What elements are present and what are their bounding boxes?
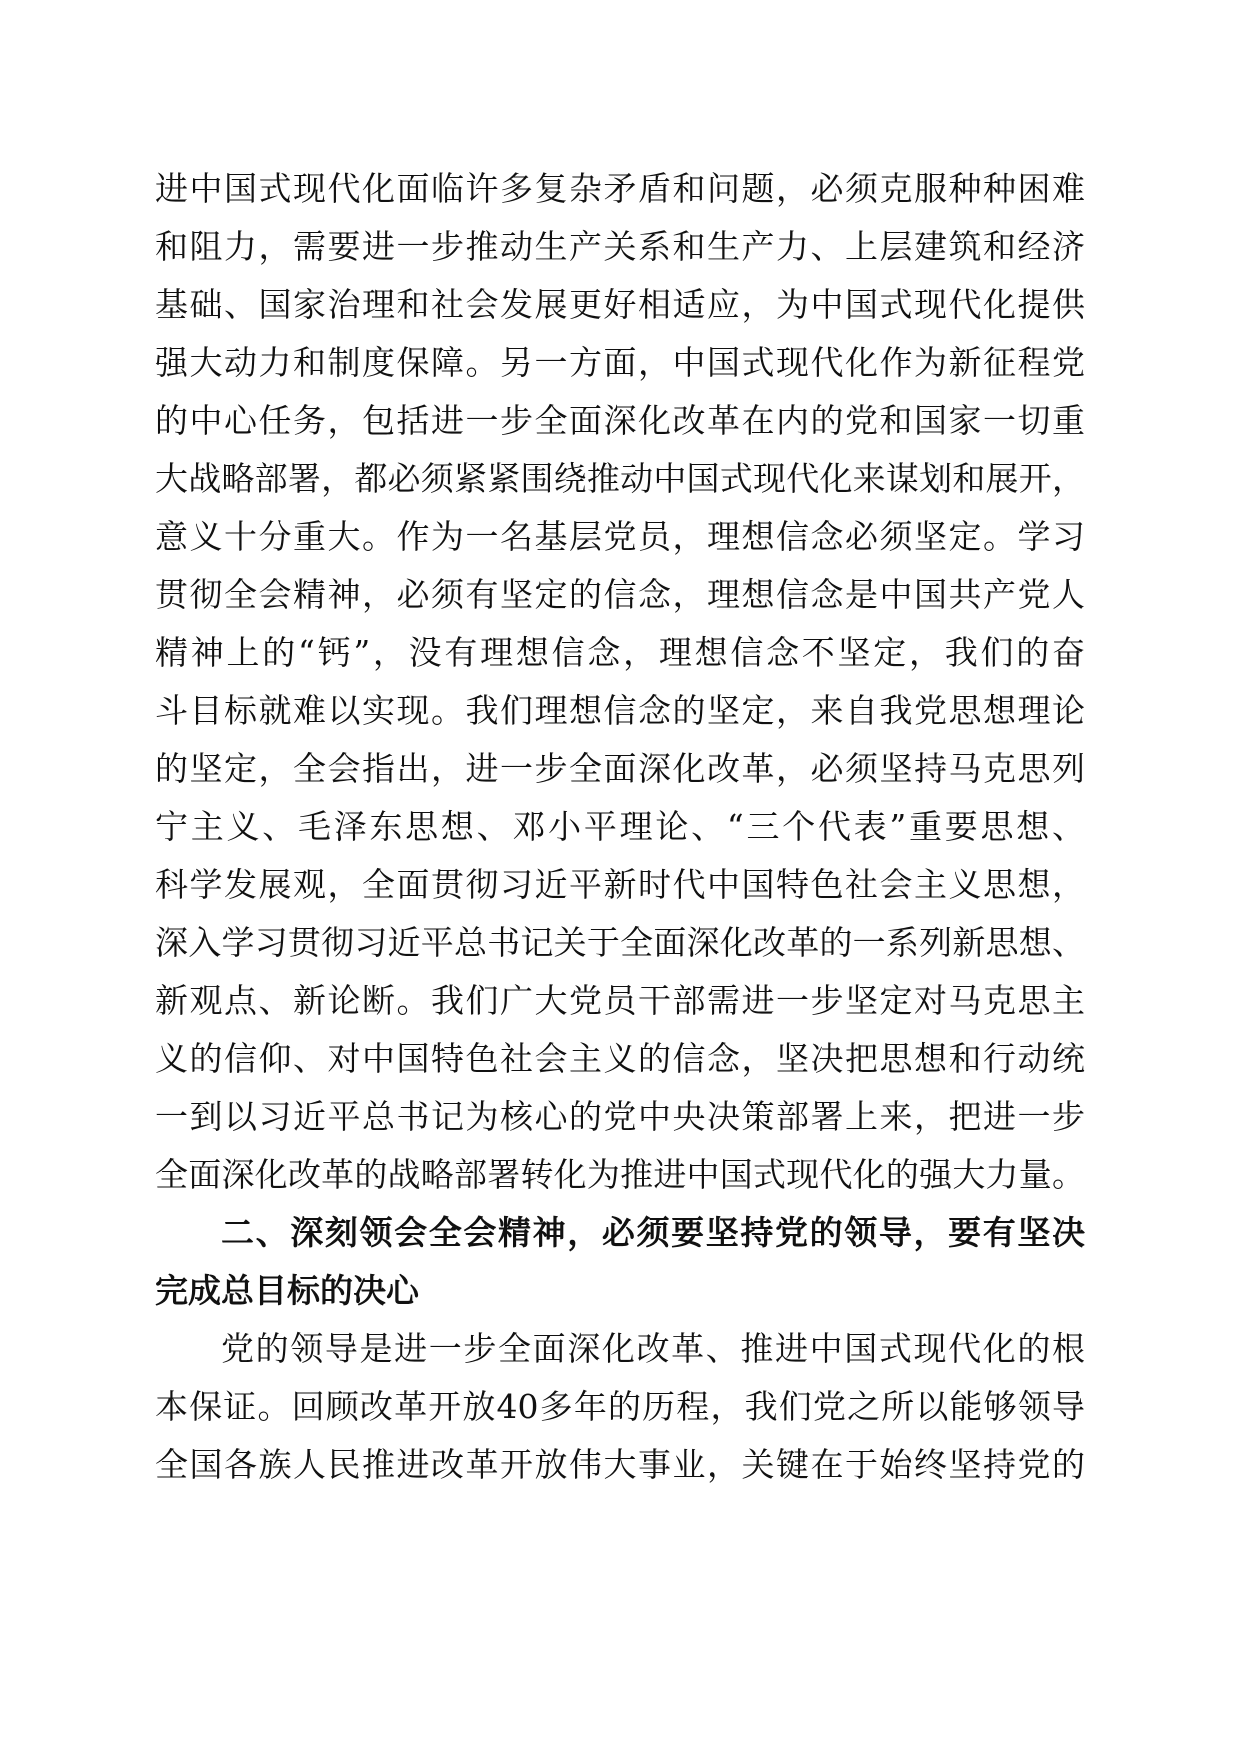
text-line: 党的领导是进一步全面深化改革、推进中国式现代化的根 — [221, 1329, 1085, 1368]
text-line: 大战略部署，都必须紧紧围绕推动中国式现代化来谋划和展开， — [155, 459, 1085, 498]
text-line: 科学发展观，全面贯彻习近平新时代中国特色社会主义思想， — [155, 865, 1085, 904]
text-line: 深入学习贯彻习近平总书记关于全面深化改革的一系列新思想、 — [155, 923, 1085, 962]
text-line: 一到以习近平总书记为核心的党中央决策部署上来，把进一步 — [155, 1097, 1085, 1136]
text-line: 宁主义、毛泽东思想、邓小平理论、“三个代表”重要思想、 — [155, 807, 1085, 846]
text-line: 基础、国家治理和社会发展更好相适应，为中国式现代化提供 — [155, 285, 1085, 324]
text-line: 精神上的“钙”，没有理想信念，理想信念不坚定，我们的奋 — [155, 633, 1085, 672]
text-line: 的坚定，全会指出，进一步全面深化改革，必须坚持马克思列 — [155, 749, 1085, 788]
text-line: 斗目标就难以实现。我们理想信念的坚定，来自我党思想理论 — [155, 691, 1085, 730]
text-line: 本保证。回顾改革开放40多年的历程，我们党之所以能够领导 — [155, 1387, 1085, 1426]
text-line: 新观点、新论断。我们广大党员干部需进一步坚定对马克思主 — [155, 981, 1085, 1020]
text-line: 贯彻全会精神，必须有坚定的信念，理想信念是中国共产党人 — [155, 575, 1085, 614]
heading-line: 二、深刻领会全会精神，必须要坚持党的领导，要有坚决 — [221, 1213, 1085, 1252]
text-line: 全国各族人民推进改革开放伟大事业，关键在于始终坚持党的 — [155, 1445, 1085, 1484]
text-line: 进中国式现代化面临许多复杂矛盾和问题，必须克服种种困难 — [155, 169, 1085, 208]
text-line: 全面深化改革的战略部署转化为推进中国式现代化的强大力量。 — [155, 1155, 1085, 1194]
text-line: 义的信仰、对中国特色社会主义的信念，坚决把思想和行动统 — [155, 1039, 1085, 1078]
text-line: 强大动力和制度保障。另一方面，中国式现代化作为新征程党 — [155, 343, 1085, 382]
text-line: 和阻力，需要进一步推动生产关系和生产力、上层建筑和经济 — [155, 227, 1085, 266]
heading-line: 完成总目标的决心 — [155, 1271, 419, 1310]
text-line: 的中心任务，包括进一步全面深化改革在内的党和国家一切重 — [155, 401, 1085, 440]
text-line: 意义十分重大。作为一名基层党员，理想信念必须坚定。学习 — [155, 517, 1085, 556]
